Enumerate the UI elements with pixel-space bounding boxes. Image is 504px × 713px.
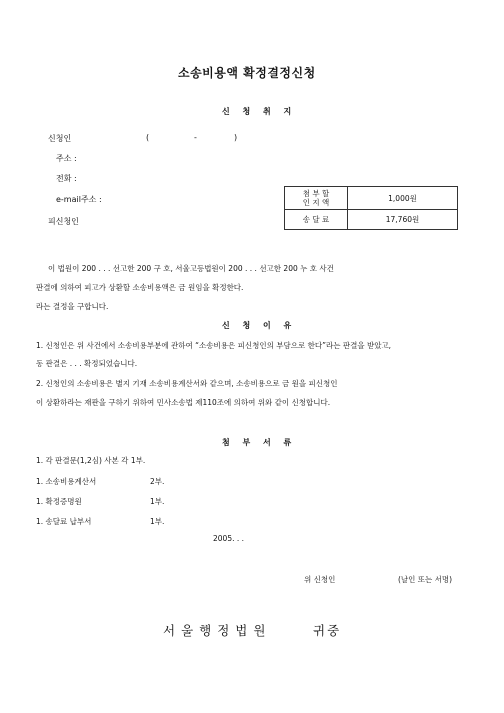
stamp-fee-value: 1,000원 — [348, 187, 458, 210]
attachment-item: 1. 송달료 납부서 — [36, 517, 92, 526]
section-heading-attachments: 첨 부 서 류 — [222, 438, 297, 447]
respondent-label: 피신청인 — [48, 217, 79, 226]
body-line-1: 이 법원이 200 . . . 선고한 200 구 호, 서울고등법원이 200 . . . 선고한 200 누 호 사건 — [48, 264, 334, 273]
applicant-label: 신청인 — [48, 134, 72, 143]
signature-note: (날인 또는 서명) — [398, 575, 453, 584]
phone-label: 전화 : — [56, 174, 77, 183]
section-heading-request: 신 청 취 지 — [222, 107, 297, 116]
attachment-count: 1부. — [150, 517, 165, 526]
court-name: 서울행정법원 — [163, 623, 272, 638]
service-fee-label: 송 달 료 — [285, 210, 348, 230]
attachment-item: 1. 확정증명원 — [36, 497, 82, 506]
stamp-fee-row — [285, 187, 458, 210]
body-line-3: 라는 결정을 구합니다. — [36, 302, 109, 311]
signature-label: 위 신청인 — [304, 575, 336, 584]
fee-table — [284, 186, 458, 230]
reason-2-line-2: 이 상환하라는 재판을 구하기 위하여 민사소송법 제110조에 의하여 위와 같이 신청합니다. — [36, 398, 331, 407]
document-title: 소송비용액 확정결정신청 — [178, 66, 316, 80]
email-label: e-mail주소 : — [56, 195, 102, 204]
body-line-2: 판결에 의하여 피고가 상환할 소송비용액은 금 원임을 확정한다. — [36, 283, 244, 292]
address-label: 주소 : — [56, 154, 77, 163]
attachment-item: 1. 소송비용계산서 — [36, 477, 97, 486]
applicant-id-close: ) — [234, 133, 238, 142]
service-fee-row — [285, 210, 458, 230]
service-fee-value: 17,760원 — [348, 210, 458, 230]
reason-1-line-1: 1. 신청인은 위 사건에서 소송비용부분에 관하여 “소송비용은 피신청인의 부담으로 한다”라는 판결을 받았고, — [36, 341, 392, 350]
attachment-item: 1. 각 판결문(1,2심) 사본 각 1부. — [36, 456, 146, 465]
applicant-id-dash: - — [194, 133, 197, 142]
applicant-id-open: ( — [146, 133, 150, 142]
filing-date: 2005. . . — [213, 534, 245, 543]
reason-1-line-2: 동 판결은 . . . 확정되었습니다. — [36, 359, 138, 368]
reason-2-line-1: 2. 신청인의 소송비용은 별지 기재 소송비용계산서와 같으며, 소송비용으로 금 원을 피신청인 — [36, 379, 338, 388]
court-suffix: 귀중 — [313, 623, 342, 638]
attachment-count: 2부. — [150, 477, 165, 486]
attachment-count: 1부. — [150, 497, 165, 506]
stamp-fee-label: 첨 부 할 인 지 액 — [285, 187, 348, 210]
section-heading-reason: 신 청 이 유 — [222, 321, 297, 330]
